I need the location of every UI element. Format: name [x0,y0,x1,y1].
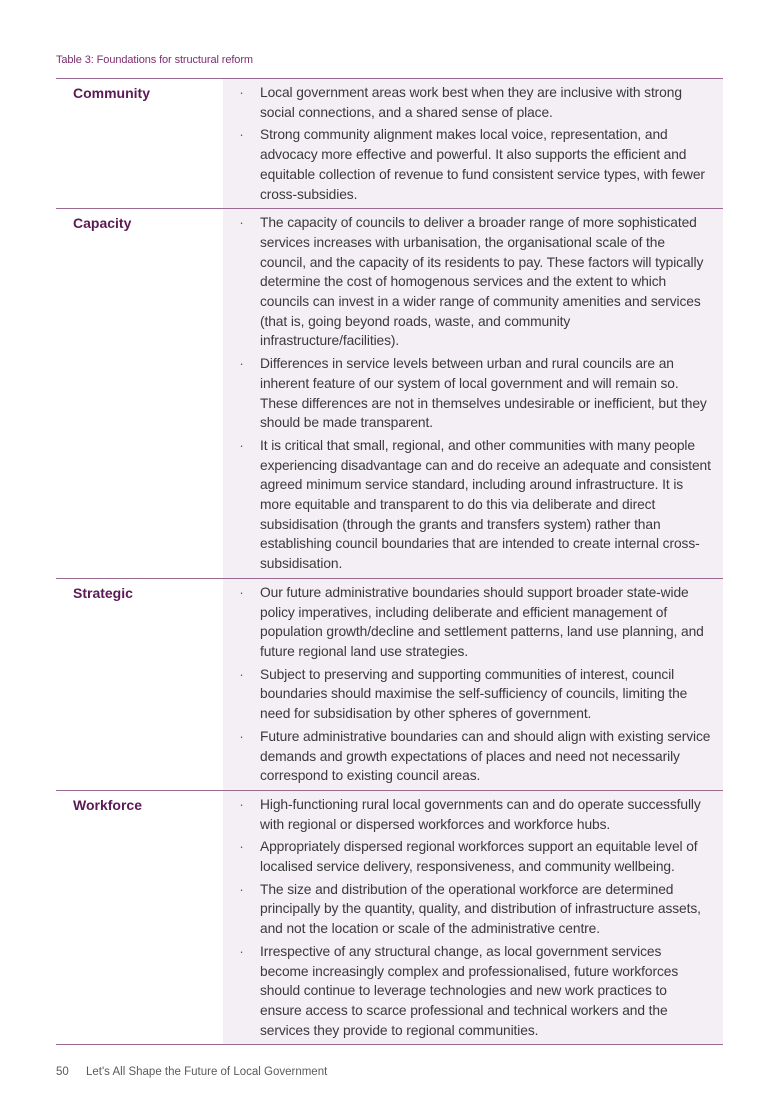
bullet-icon: · [239,881,244,897]
row-label: Workforce [73,796,142,813]
item-text: The capacity of councils to deliver a broader range of more sophisticated services increases with urbanisation, the organisational scale of the council, and the capacity of its residents to pay. These factors will typically determine the cost of homogenous services and the extent to which councils can invest in a wider range of community amenities and services (that is, going beyond roads, waste, and community infrastructure/facilities). [260,215,704,349]
item-text: Local government areas work best when they are inclusive with strong social connections, and a shared sense of place. [260,85,682,120]
list-item [223,837,711,876]
item-text: Appropriately dispersed regional workforces support an equitable level of localised service delivery, responsiveness, and community wellbeing. [260,839,698,875]
list-item [223,125,711,204]
list-item [223,436,711,574]
list-item [223,942,711,1041]
list-item [223,354,711,433]
item-text: Irrespective of any structural change, as local government services become increasingly complex and professionalised, future workforces should continue to leverage technologies and new work practices to ensure access to scarce professional and technical workers and the services they provide to regional communities. [260,943,679,1038]
item-text: Subject to preserving and supporting communities of interest, council boundaries should maximise the self-sufficiency of councils, limiting the need for subsidisation by other spheres of government. [260,666,688,722]
bullet-icon: · [239,728,244,744]
bullet-icon: · [239,796,244,812]
item-text: Differences in service levels between urban and rural councils are an inherent feature of our system of local government and will remain so. These differences are not in themselves undesirable or inefficient, but they should be made transparent. [260,356,707,431]
page-number: 50 [56,1066,69,1078]
bullet-icon: · [239,437,244,453]
table-row-workforce [56,791,723,1045]
row-content [223,791,723,1044]
bullet-icon: · [239,85,244,100]
list-item [223,583,711,662]
row-content [223,579,723,790]
document-title: Let's All Shape the Future of Local Government [86,1066,328,1078]
list-item [223,83,711,122]
item-text: It is critical that small, regional, and other communities with many people experiencing disadvantage can and do receive an adequate and consistent agreed minimum service standard, including around infrastructure. It is more equitable and transparent to do this via deliberate and direct subsidisation (through the grants and transfers system) rather than establishing council boundaries that are intended to create internal cross-subsidisation. [260,437,711,572]
list-item [223,727,711,786]
list-item [223,795,711,834]
list-item [223,665,711,724]
row-label: Community [73,85,150,101]
table-caption: Table 3: Foundations for structural reform [56,54,253,66]
bullet-icon: · [239,584,244,600]
table-row-capacity [56,209,723,579]
bullet-icon: · [239,215,244,231]
table-row-strategic [56,579,723,791]
list-item [223,213,711,351]
item-text: High-functioning rural local governments can and do operate successfully with regional or dispersed workforces and workforce hubs. [260,796,701,832]
bullet-icon: · [239,127,244,143]
table-row-community [56,79,723,209]
row-content [223,79,723,208]
reform-table [56,78,723,1045]
item-text: Future administrative boundaries can and should align with existing service demands and growth expectations of places and need not necessarily correspond to existing council areas. [260,728,711,784]
list-item [223,880,711,939]
row-label: Capacity [73,215,132,232]
bullet-icon: · [239,666,244,682]
item-text: The size and distribution of the operational workforce are determined principally by the quantity, quality, and distribution of infrastructure assets, and not the location or scale of the administrative centre. [260,881,701,937]
row-content [223,209,723,578]
bullet-icon: · [239,943,244,959]
item-text: Our future administrative boundaries should support broader state-wide policy imperatives, including deliberate and efficient management of population growth/decline and settlement patterns, land use planning, and future regional land use strategies. [260,584,704,659]
bullet-icon: · [239,356,244,372]
row-label: Strategic [73,584,133,601]
page-footer [56,1066,327,1078]
item-text: Strong community alignment makes local voice, representation, and advocacy more effective and powerful. It also supports the efficient and equitable collection of revenue to fund consistent service types, with fewer cross-subsidies. [260,127,705,202]
bullet-icon: · [239,839,244,855]
